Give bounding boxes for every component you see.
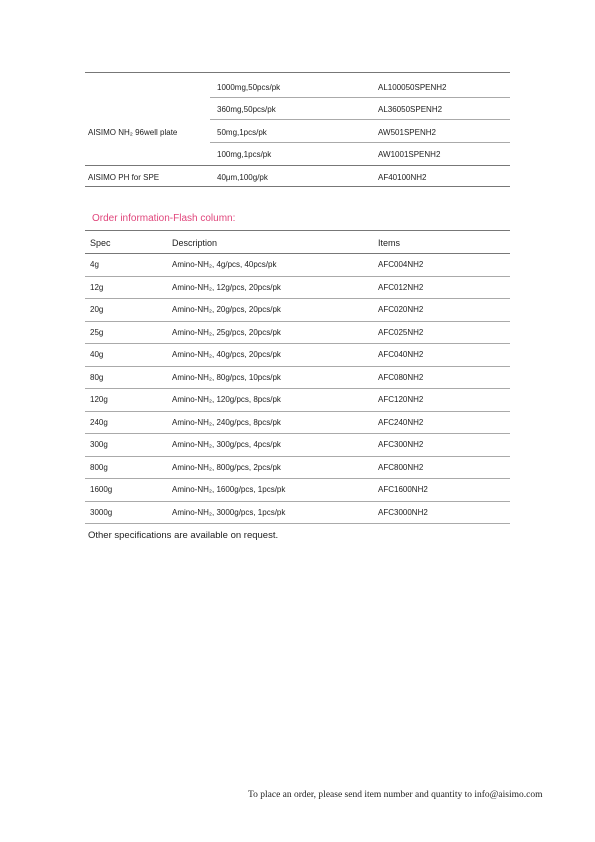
flash-header-items: Items [378, 238, 401, 248]
top-table-top-rule [85, 72, 510, 73]
flash-section-title: Order information-Flash column: [92, 213, 236, 224]
flash-row-rule [85, 456, 510, 457]
flash-row-description: Amino-NH₂, 4g/pcs, 40pcs/pk [172, 260, 277, 269]
flash-row-spec: 800g [90, 463, 108, 472]
flash-row-description: Amino-NH₂, 120g/pcs, 8pcs/pk [172, 395, 281, 404]
flash-row-spec: 40g [90, 350, 104, 359]
flash-row-item: AFC080NH2 [378, 373, 424, 382]
flash-header-description: Description [172, 238, 218, 248]
flash-row-spec: 12g [90, 283, 104, 292]
flash-row-spec: 25g [90, 328, 104, 337]
flash-row-spec: 80g [90, 373, 104, 382]
flash-row-description: Amino-NH₂, 20g/pcs, 20pcs/pk [172, 305, 281, 314]
top-row-1-item: AL100050SPENH2 [378, 83, 447, 92]
flash-table-top-rule [85, 230, 510, 231]
flash-row-description: Amino-NH₂, 25g/pcs, 20pcs/pk [172, 328, 281, 337]
top-row-5-item: AF40100NH2 [378, 173, 427, 182]
top-row-3-item: AW501SPENH2 [378, 128, 436, 137]
flash-row-item: AFC800NH2 [378, 463, 424, 472]
flash-row-rule [85, 298, 510, 299]
top-row-divider [210, 119, 510, 120]
flash-row-spec: 3000g [90, 508, 113, 517]
flash-row-description: Amino-NH₂, 1600g/pcs, 1pcs/pk [172, 485, 286, 494]
flash-row-description: Amino-NH₂, 800g/pcs, 2pcs/pk [172, 463, 281, 472]
flash-row-rule [85, 501, 510, 502]
top-row-2-spec: 360mg,50pcs/pk [217, 105, 276, 114]
flash-row-spec: 20g [90, 305, 104, 314]
flash-row-item: AFC040NH2 [378, 350, 424, 359]
top-row-4-spec: 100mg,1pcs/pk [217, 150, 272, 159]
flash-row-description: Amino-NH₂, 300g/pcs, 4pcs/pk [172, 440, 281, 449]
top-row-3-name: AISIMO NH₂ 96well plate [88, 128, 178, 137]
flash-row-spec: 120g [90, 395, 108, 404]
top-row-divider [210, 97, 510, 98]
availability-note: Other specifications are available on request. [88, 530, 279, 541]
flash-row-rule [85, 366, 510, 367]
flash-row-rule [85, 276, 510, 277]
flash-row-item: AFC240NH2 [378, 418, 424, 427]
flash-row-description: Amino-NH₂, 40g/pcs, 20pcs/pk [172, 350, 281, 359]
top-row-1-spec: 1000mg,50pcs/pk [217, 83, 281, 92]
top-row-4-item: AW1001SPENH2 [378, 150, 441, 159]
flash-row-item: AFC020NH2 [378, 305, 424, 314]
flash-row-rule [85, 343, 510, 344]
top-row-5-name: AISIMO PH for SPE [88, 173, 160, 182]
flash-row-spec: 1600g [90, 485, 113, 494]
flash-row-rule [85, 433, 510, 434]
flash-row-spec: 4g [90, 260, 99, 269]
top-row-3-spec: 50mg,1pcs/pk [217, 128, 267, 137]
flash-row-rule [85, 321, 510, 322]
flash-header-rule [85, 253, 510, 254]
flash-row-spec: 300g [90, 440, 108, 449]
flash-row-item: AFC025NH2 [378, 328, 424, 337]
order-footer: To place an order, please send item number and quantity to info@aisimo.com [248, 790, 543, 800]
top-table-bottom-rule [85, 186, 510, 187]
flash-row-item: AFC004NH2 [378, 260, 424, 269]
top-row-2-item: AL36050SPENH2 [378, 105, 443, 114]
flash-row-item: AFC300NH2 [378, 440, 424, 449]
flash-row-rule [85, 388, 510, 389]
top-row-5-spec: 40μm,100g/pk [217, 173, 268, 182]
flash-row-item: AFC3000NH2 [378, 508, 428, 517]
top-row-divider [210, 142, 510, 143]
flash-row-rule [85, 411, 510, 412]
flash-row-item: AFC1600NH2 [378, 485, 428, 494]
flash-row-description: Amino-NH₂, 240g/pcs, 8pcs/pk [172, 418, 281, 427]
flash-row-rule [85, 478, 510, 479]
flash-row-item: AFC120NH2 [378, 395, 424, 404]
flash-row-item: AFC012NH2 [378, 283, 424, 292]
flash-row-rule [85, 523, 510, 524]
top-group-rule [85, 165, 510, 166]
flash-row-spec: 240g [90, 418, 108, 427]
flash-header-spec: Spec [90, 238, 111, 248]
flash-row-description: Amino-NH₂, 3000g/pcs, 1pcs/pk [172, 508, 286, 517]
flash-row-description: Amino-NH₂, 80g/pcs, 10pcs/pk [172, 373, 281, 382]
flash-row-description: Amino-NH₂, 12g/pcs, 20pcs/pk [172, 283, 281, 292]
